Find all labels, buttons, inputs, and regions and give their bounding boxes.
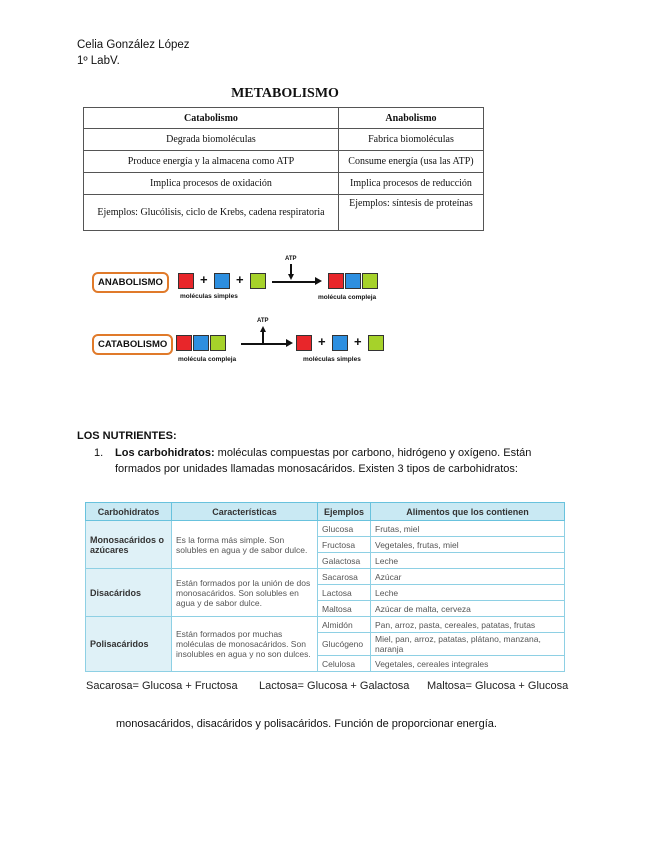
example-foods: Vegetales, cereales integrales xyxy=(371,656,565,672)
atp-arrow-line xyxy=(262,331,264,343)
reaction-arrow-line xyxy=(241,343,287,345)
example-foods: Azúcar xyxy=(371,569,565,585)
green-molecule xyxy=(250,273,266,289)
blue-molecule xyxy=(332,335,348,351)
table-cell: Consume energía (usa las ATP) xyxy=(338,151,483,173)
catabolismo-label: CATABOLISMO xyxy=(92,334,173,355)
plus-sign: + xyxy=(236,272,244,287)
example-name: Glucosa xyxy=(318,521,371,537)
group-name: Disacáridos xyxy=(86,569,172,617)
atp-label: ATP xyxy=(257,318,269,324)
course-label: 1º LabV. xyxy=(77,55,120,67)
equation-lactosa: Lactosa= Glucosa + Galactosa xyxy=(259,680,410,692)
example-foods: Pan, arroz, pasta, cereales, patatas, frutas xyxy=(371,617,565,633)
table-row xyxy=(86,521,565,537)
example-name: Lactosa xyxy=(318,585,371,601)
col-catabolismo: Catabolismo xyxy=(84,108,339,129)
metabolismo-table xyxy=(83,107,484,231)
table-row xyxy=(84,173,484,195)
table-cell: Ejemplos: síntesis de proteínas xyxy=(338,195,483,231)
example-foods: Leche xyxy=(371,553,565,569)
list-number: 1. xyxy=(94,447,104,459)
table-cell: Implica procesos de oxidación xyxy=(84,173,339,195)
table-cell: Ejemplos: Glucólisis, ciclo de Krebs, cadena respiratoria xyxy=(84,195,339,231)
arrow-right-icon xyxy=(286,339,293,347)
nutrientes-heading: LOS NUTRIENTES: xyxy=(77,430,177,442)
group-name: Polisacáridos xyxy=(86,617,172,672)
table-row xyxy=(84,129,484,151)
molecula-compleja-caption: molécula compleja xyxy=(178,356,237,363)
plus-sign: + xyxy=(200,272,208,287)
carbohidratos-term: Los carbohidratos: xyxy=(115,447,215,459)
table-cell: Produce energía y la almacena como ATP xyxy=(84,151,339,173)
red-molecule xyxy=(178,273,194,289)
group-description: Es la forma más simple. Son solubles en agua y de sabor dulce. xyxy=(172,521,318,569)
blue-molecule xyxy=(214,273,230,289)
summary-text: monosacáridos, disacáridos y polisacáridos. Función de proporcionar energía. xyxy=(116,718,497,730)
col-alimentos: Alimentos que los contienen xyxy=(371,503,565,521)
example-foods: Miel, pan, arroz, patatas, plátano, manzana, naranja xyxy=(371,633,565,656)
table-row xyxy=(86,569,565,585)
green-molecule xyxy=(362,273,378,289)
red-molecule xyxy=(176,335,192,351)
group-description: Están formados por muchas moléculas de monosacáridos. Son insolubles en agua y no son dulces. xyxy=(172,617,318,672)
green-molecule xyxy=(368,335,384,351)
atp-arrow-down-icon xyxy=(288,274,294,280)
equation-maltosa: Maltosa= Glucosa + Glucosa xyxy=(427,680,569,692)
arrow-right-icon xyxy=(315,277,322,285)
example-name: Sacarosa xyxy=(318,569,371,585)
col-ejemplos: Ejemplos xyxy=(318,503,371,521)
green-molecule xyxy=(210,335,226,351)
example-name: Glucógeno xyxy=(318,633,371,656)
atp-arrow-line xyxy=(290,264,292,274)
red-molecule xyxy=(328,273,344,289)
example-foods: Leche xyxy=(371,585,565,601)
col-carbohidratos: Carbohidratos xyxy=(86,503,172,521)
atp-label: ATP xyxy=(285,256,297,262)
group-description: Están formados por la unión de dos monosacáridos. Son solubles en agua y de sabor dulce. xyxy=(172,569,318,617)
anabolismo-label: ANABOLISMO xyxy=(92,272,169,293)
group-name: Monosacáridos o azúcares xyxy=(86,521,172,569)
red-molecule xyxy=(296,335,312,351)
blue-molecule xyxy=(193,335,209,351)
table-row xyxy=(84,195,484,231)
example-foods: Vegetales, frutas, miel xyxy=(371,537,565,553)
blue-molecule xyxy=(345,273,361,289)
carbohidratos-table xyxy=(85,502,565,672)
example-foods: Frutas, miel xyxy=(371,521,565,537)
col-caracteristicas: Características xyxy=(172,503,318,521)
table-row xyxy=(86,617,565,633)
table-cell: Implica procesos de reducción xyxy=(338,173,483,195)
table-row xyxy=(84,151,484,173)
example-name: Almidón xyxy=(318,617,371,633)
author-name: Celia González López xyxy=(77,39,190,51)
reaction-arrow-line xyxy=(272,281,316,283)
moleculas-simples-caption: moléculas simples xyxy=(180,293,238,300)
example-name: Celulosa xyxy=(318,656,371,672)
example-name: Galactosa xyxy=(318,553,371,569)
example-name: Maltosa xyxy=(318,601,371,617)
example-name: Fructosa xyxy=(318,537,371,553)
metabolismo-title: METABOLISMO xyxy=(231,86,339,101)
table-cell: Fabrica biomoléculas xyxy=(338,129,483,151)
col-anabolismo: Anabolismo xyxy=(338,108,483,129)
carbohidratos-item xyxy=(94,445,564,477)
moleculas-simples-caption: moléculas simples xyxy=(303,356,361,363)
table-cell: Degrada biomoléculas xyxy=(84,129,339,151)
molecula-compleja-caption: molécula compleja xyxy=(318,294,377,301)
plus-sign: + xyxy=(354,334,362,349)
carbohidratos-description: moléculas compuestas por carbono, hidrógeno y oxígeno. Están formados por unidades llamadas monosacáridos. Existen 3 tipos de carbohidratos: xyxy=(115,447,532,475)
equation-sacarosa: Sacarosa= Glucosa + Fructosa xyxy=(86,680,238,692)
plus-sign: + xyxy=(318,334,326,349)
example-foods: Azúcar de malta, cerveza xyxy=(371,601,565,617)
